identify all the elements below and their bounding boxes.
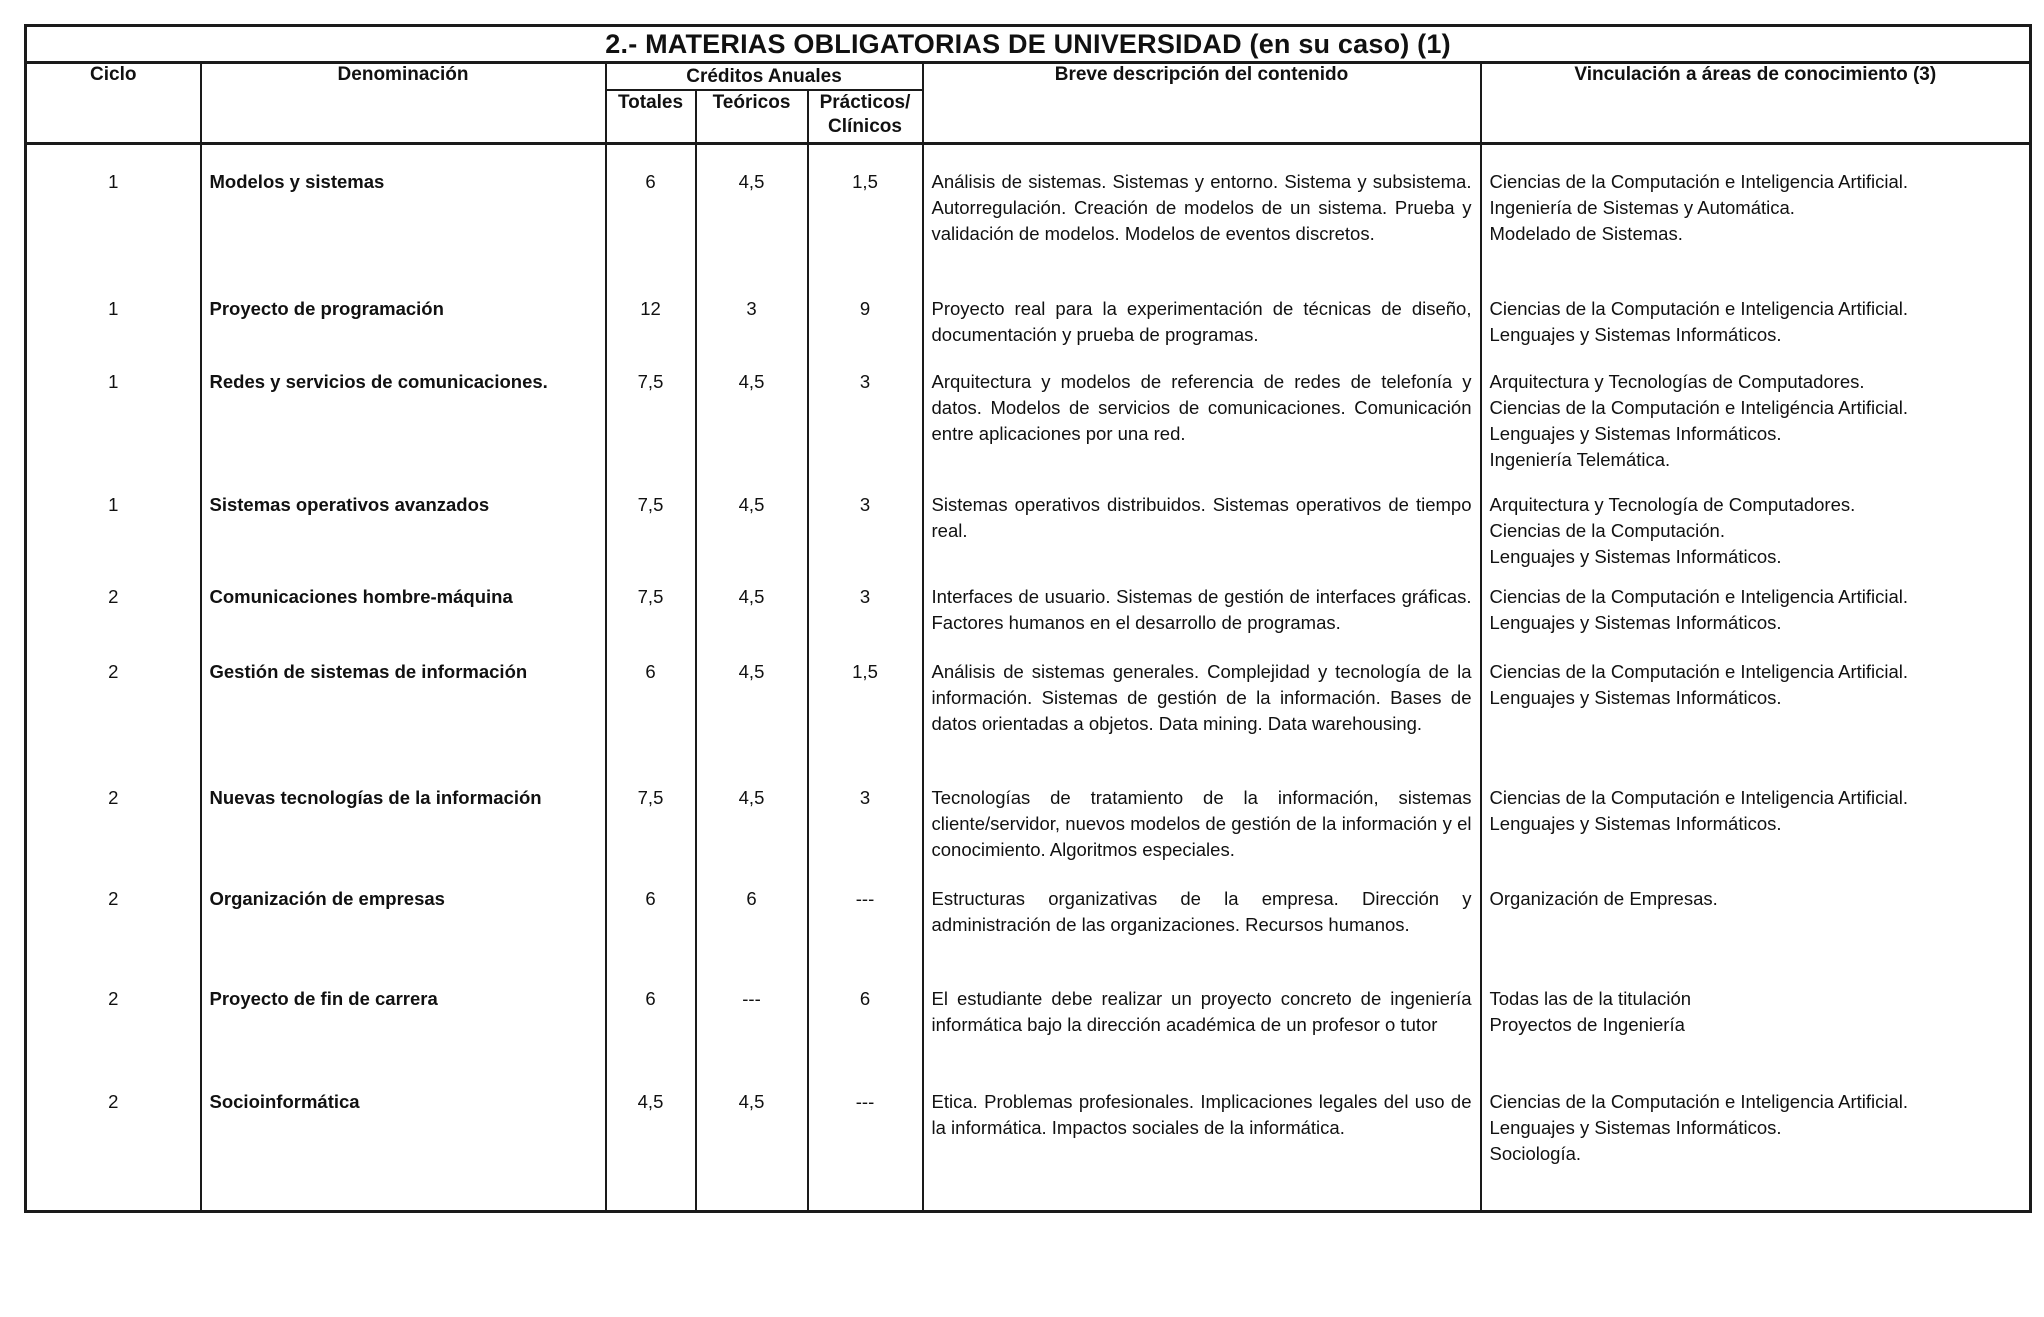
cell-practicos: 3: [808, 369, 923, 492]
cell-totales: 12: [606, 296, 696, 369]
table-row-10: [26, 1089, 2031, 1211]
cell-areas: Ciencias de la Computación e Inteligencia Artificial. Lenguajes y Sistemas Informáticos.: [1481, 296, 2031, 369]
document-page: [24, 24, 2029, 1213]
cell-practicos: 6: [808, 986, 923, 1089]
table-row-7: [26, 785, 2031, 886]
table-row-6: [26, 659, 2031, 785]
cell-practicos: 9: [808, 296, 923, 369]
cell-teoricos: 4,5: [696, 369, 808, 492]
cell-areas: Arquitectura y Tecnologías de Computadores. Ciencias de la Computación e Inteligéncia Artificial. Lenguajes y Sistemas Informáticos. Ingeniería Telemática.: [1481, 369, 2031, 492]
cell-practicos: 1,5: [808, 659, 923, 785]
table-row-4: [26, 492, 2031, 584]
cell-descripcion: Proyecto real para la experimentación de técnicas de diseño, documentación y prueba de programas.: [923, 296, 1481, 369]
cell-totales: 4,5: [606, 1089, 696, 1211]
cell-teoricos: 4,5: [696, 1089, 808, 1211]
cell-areas: Organización de Empresas.: [1481, 886, 2031, 986]
cell-totales: 7,5: [606, 369, 696, 492]
cell-ciclo: 1: [26, 369, 201, 492]
cell-ciclo: 2: [26, 584, 201, 659]
cell-areas: Ciencias de la Computación e Inteligencia Artificial. Ingeniería de Sistemas y Automática. Modelado de Sistemas.: [1481, 169, 2031, 296]
header-teoricos: Teóricos: [696, 90, 808, 144]
cell-descripcion: Estructuras organizativas de la empresa. Dirección y administración de las organizaciones. Recursos humanos.: [923, 886, 1481, 986]
header-practicos: Prácticos/ Clínicos: [808, 90, 923, 144]
table-body: [26, 144, 2031, 1212]
cell-practicos: 3: [808, 584, 923, 659]
cell-totales: 6: [606, 886, 696, 986]
cell-denominacion: Proyecto de programación: [201, 296, 606, 369]
table-title: 2.- MATERIAS OBLIGATORIAS DE UNIVERSIDAD (en su caso) (1): [26, 26, 2031, 63]
table-top-spacer: [26, 144, 2031, 170]
cell-denominacion: Sistemas operativos avanzados: [201, 492, 606, 584]
cell-areas: Todas las de la titulación Proyectos de Ingeniería: [1481, 986, 2031, 1089]
cell-areas: Ciencias de la Computación e Inteligencia Artificial. Lenguajes y Sistemas Informáticos. Sociología.: [1481, 1089, 2031, 1211]
cell-areas: Ciencias de la Computación e Inteligencia Artificial. Lenguajes y Sistemas Informáticos.: [1481, 785, 2031, 886]
cell-totales: 6: [606, 659, 696, 785]
cell-practicos: ---: [808, 1089, 923, 1211]
cell-denominacion: Nuevas tecnologías de la información: [201, 785, 606, 886]
cell-descripcion: Análisis de sistemas. Sistemas y entorno. Sistema y subsistema. Autorregulación. Creación de modelos de un sistema. Prueba y validación de modelos. Modelos de eventos discretos.: [923, 169, 1481, 296]
cell-practicos: 3: [808, 492, 923, 584]
cell-ciclo: 2: [26, 659, 201, 785]
cell-descripcion: Análisis de sistemas generales. Complejidad y tecnología de la información. Sistemas de gestión de la información. Bases de datos orientadas a objetos. Data mining. Data warehousing.: [923, 659, 1481, 785]
cell-teoricos: 4,5: [696, 584, 808, 659]
cell-practicos: ---: [808, 886, 923, 986]
cell-teoricos: 4,5: [696, 169, 808, 296]
cell-denominacion: Modelos y sistemas: [201, 169, 606, 296]
cell-totales: 7,5: [606, 492, 696, 584]
cell-denominacion: Proyecto de fin de carrera: [201, 986, 606, 1089]
cell-teoricos: 3: [696, 296, 808, 369]
cell-descripcion: Arquitectura y modelos de referencia de redes de telefonía y datos. Modelos de servicios de comunicaciones. Comunicación entre aplicaciones por una red.: [923, 369, 1481, 492]
cell-teoricos: 6: [696, 886, 808, 986]
cell-denominacion: Organización de empresas: [201, 886, 606, 986]
cell-teoricos: 4,5: [696, 659, 808, 785]
cell-denominacion: Redes y servicios de comunicaciones.: [201, 369, 606, 492]
header-denominacion: Denominación: [201, 63, 606, 144]
cell-totales: 6: [606, 169, 696, 296]
cell-areas: Ciencias de la Computación e Inteligencia Artificial. Lenguajes y Sistemas Informáticos.: [1481, 584, 2031, 659]
header-ciclo: Ciclo: [26, 63, 201, 144]
cell-practicos: 3: [808, 785, 923, 886]
subjects-table: [24, 24, 2032, 1213]
cell-areas: Ciencias de la Computación e Inteligencia Artificial. Lenguajes y Sistemas Informáticos.: [1481, 659, 2031, 785]
table-row-2: [26, 296, 2031, 369]
table-row-5: [26, 584, 2031, 659]
cell-denominacion: Comunicaciones hombre-máquina: [201, 584, 606, 659]
cell-denominacion: Socioinformática: [201, 1089, 606, 1211]
cell-totales: 7,5: [606, 785, 696, 886]
cell-descripcion: Interfaces de usuario. Sistemas de gestión de interfaces gráficas. Factores humanos en el desarrollo de programas.: [923, 584, 1481, 659]
cell-ciclo: 1: [26, 169, 201, 296]
header-vinculacion: Vinculación a áreas de conocimiento (3): [1481, 63, 2031, 144]
table-row-8: [26, 886, 2031, 986]
cell-descripcion: El estudiante debe realizar un proyecto concreto de ingeniería informática bajo la dirección académica de un profesor o tutor: [923, 986, 1481, 1089]
cell-ciclo: 2: [26, 1089, 201, 1211]
header-creditos-anuales: Créditos Anuales: [606, 63, 923, 91]
cell-descripcion: Tecnologías de tratamiento de la información, sistemas cliente/servidor, nuevos modelos de gestión de la información y el conocimiento. Algoritmos especiales.: [923, 785, 1481, 886]
cell-ciclo: 2: [26, 886, 201, 986]
header-descripcion: Breve descripción del contenido: [923, 63, 1481, 144]
cell-descripcion: Etica. Problemas profesionales. Implicaciones legales del uso de la informática. Impactos sociales de la informática.: [923, 1089, 1481, 1211]
cell-practicos: 1,5: [808, 169, 923, 296]
table-row-3: [26, 369, 2031, 492]
cell-descripcion: Sistemas operativos distribuidos. Sistemas operativos de tiempo real.: [923, 492, 1481, 584]
cell-ciclo: 2: [26, 986, 201, 1089]
cell-teoricos: 4,5: [696, 785, 808, 886]
cell-ciclo: 1: [26, 296, 201, 369]
cell-teoricos: ---: [696, 986, 808, 1089]
cell-denominacion: Gestión de sistemas de información: [201, 659, 606, 785]
cell-ciclo: 2: [26, 785, 201, 886]
cell-teoricos: 4,5: [696, 492, 808, 584]
cell-totales: 6: [606, 986, 696, 1089]
header-totales: Totales: [606, 90, 696, 144]
cell-totales: 7,5: [606, 584, 696, 659]
table-row-1: [26, 169, 2031, 296]
cell-ciclo: 1: [26, 492, 201, 584]
table-row-9: [26, 986, 2031, 1089]
cell-areas: Arquitectura y Tecnología de Computadores. Ciencias de la Computación. Lenguajes y Sistemas Informáticos.: [1481, 492, 2031, 584]
